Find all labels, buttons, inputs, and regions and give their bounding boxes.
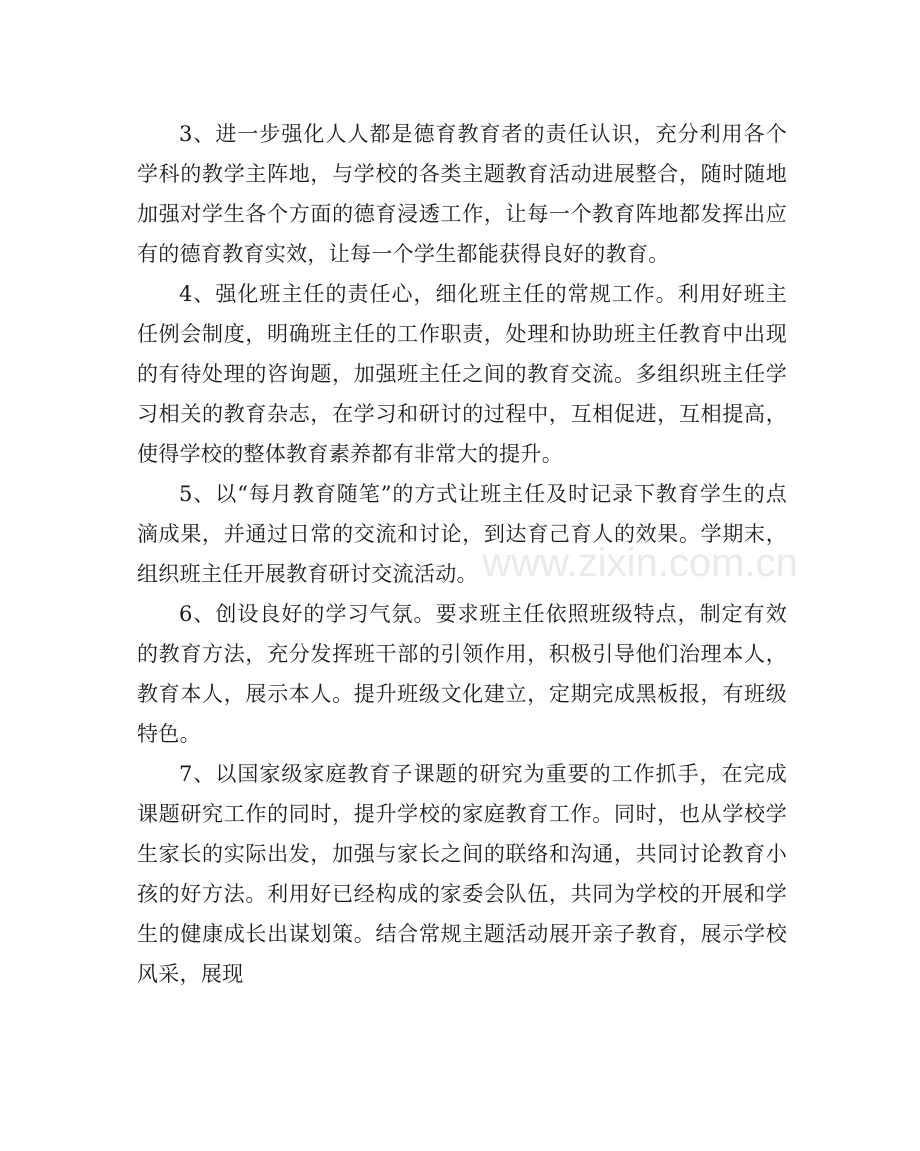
paragraph-7: 7、以国家级家庭教育子课题的研究为重要的工作抓手，在完成课题研究工作的同时，提升学校的家庭教育工作。同时，也从学校学生家长的实际出发，加强与家长之间的联络和沟通，共同讨论教育小孩的好方法。利用好已经构成的家委会队伍，共同为学校的开展和学生的健康成长出谋划策。结合常规主题活动展开亲子教育，展示学校风采，展现: [137, 762, 787, 986]
paragraph-6: 6、创设良好的学习气氛。要求班主任依照班级特点，制定有效的教育方法，充分发挥班干部的引领作用，积极引导他们治理本人，教育本人，展示本人。提升班级文化建立，定期完成黑板报，有班级特色。: [137, 602, 787, 746]
watermark-text: www.zixin.com.cn: [482, 541, 798, 585]
paragraph-5: 5、以“每月教育随笔”的方式让班主任及时记录下教育学生的点滴成果，并通过日常的交流和讨论，到达育己育人的效果。学期末，组织班主任开展教育研讨交流活动。: [137, 482, 787, 586]
paragraph-4: 4、强化班主任的责任心，细化班主任的常规工作。利用好班主任例会制度，明确班主任的工作职责，处理和协助班主任教育中出现的有待处理的咨询题，加强班主任之间的教育交流。多组织班主任学习相关的教育杂志，在学习和研讨的过程中，互相促进，互相提高，使得学校的整体教育素养都有非常大的提升。: [137, 282, 787, 466]
paragraph-3: 3、进一步强化人人都是德育教育者的责任认识，充分利用各个学科的教学主阵地，与学校的各类主题教育活动进展整合，随时随地加强对学生各个方面的德育浸透工作，让每一个教育阵地都发挥出应有的德育教育实效，让每一个学生都能获得良好的教育。: [137, 122, 787, 266]
document-body: [137, 114, 787, 994]
